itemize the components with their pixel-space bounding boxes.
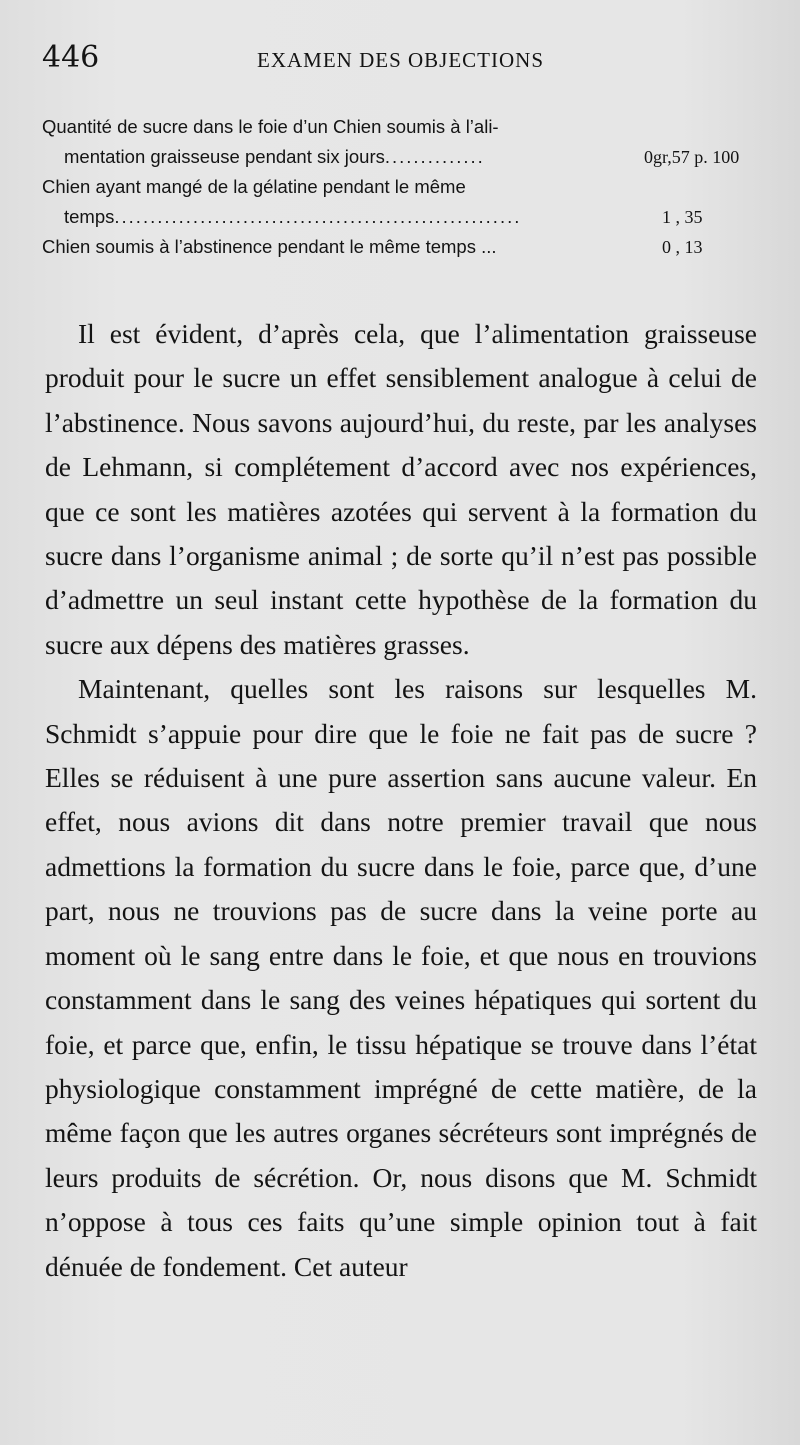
row-label: mentation graisseuse pendant six jours xyxy=(64,146,385,167)
table-row xyxy=(42,112,762,142)
row-value: 0 , 13 xyxy=(662,237,703,257)
body-text xyxy=(45,312,757,1289)
row-label: Quantité de sucre dans le foie d’un Chien soumis à l’ali- xyxy=(42,116,499,137)
page-header xyxy=(42,40,762,80)
paragraph: Il est évident, d’après cela, que l’alimentation graisseuse produit pour le sucre un effet sensiblement analogue à celui de l’abstinence. Nous savons aujourd’hui, du reste, par les analyses de Lehmann, si complétement d’accord avec nos expériences, que ce sont les matières azotées qui servent à la formation du sucre dans l’organisme animal ; de sorte qu’il n’est pas possible d’admettre un seul instant cette hypothèse de la formation du sucre aux dépens des matières grasses. xyxy=(45,318,757,660)
sugar-quantity-table xyxy=(42,112,762,262)
row-label: Chien ayant mangé de la gélatine pendant le même xyxy=(42,176,466,197)
table-row xyxy=(42,142,762,172)
page-number: 446 xyxy=(42,40,100,75)
row-label: Chien soumis à l’abstinence pendant le même temps ... xyxy=(42,236,497,257)
row-value: 1 , 35 xyxy=(662,207,703,227)
table-row xyxy=(42,232,762,262)
paragraph: Maintenant, quelles sont les raisons sur lesquelles M. Schmidt s’appuie pour dire que le foie ne fait pas de sucre ? Elles se réduisent à une pure assertion sans aucune valeur. En effet, nous avions dit dans notre premier travail que nous admettions la formation du sucre dans le foie, parce que, d’une part, nous ne trouvions pas de sucre dans la veine porte au moment où le sang entre dans le foie, et que nous en trouvions constamment dans le sang des veines hépatiques qui sortent du foie, et parce que, enfin, le tissu hépatique se trouve dans l’état physiologique constamment imprégné de cette matière, de la même façon que les autres organes sécréteurs sont imprégnés de leurs produits de sécrétion. Or, nous disons que M. Schmidt n’oppose à tous ces faits qu’une simple opinion tout à fait dénuée de fondement. Cet auteur xyxy=(45,673,757,1282)
running-title: EXAMEN DES OBJECTIONS xyxy=(257,48,545,72)
table-row xyxy=(42,172,762,202)
dot-leader: ......................................................... xyxy=(114,206,522,227)
dot-leader: .............. xyxy=(384,146,485,167)
row-value: 0gr,57 p. 100 xyxy=(644,147,740,167)
table-row xyxy=(42,202,762,232)
row-label: temps xyxy=(64,206,115,227)
